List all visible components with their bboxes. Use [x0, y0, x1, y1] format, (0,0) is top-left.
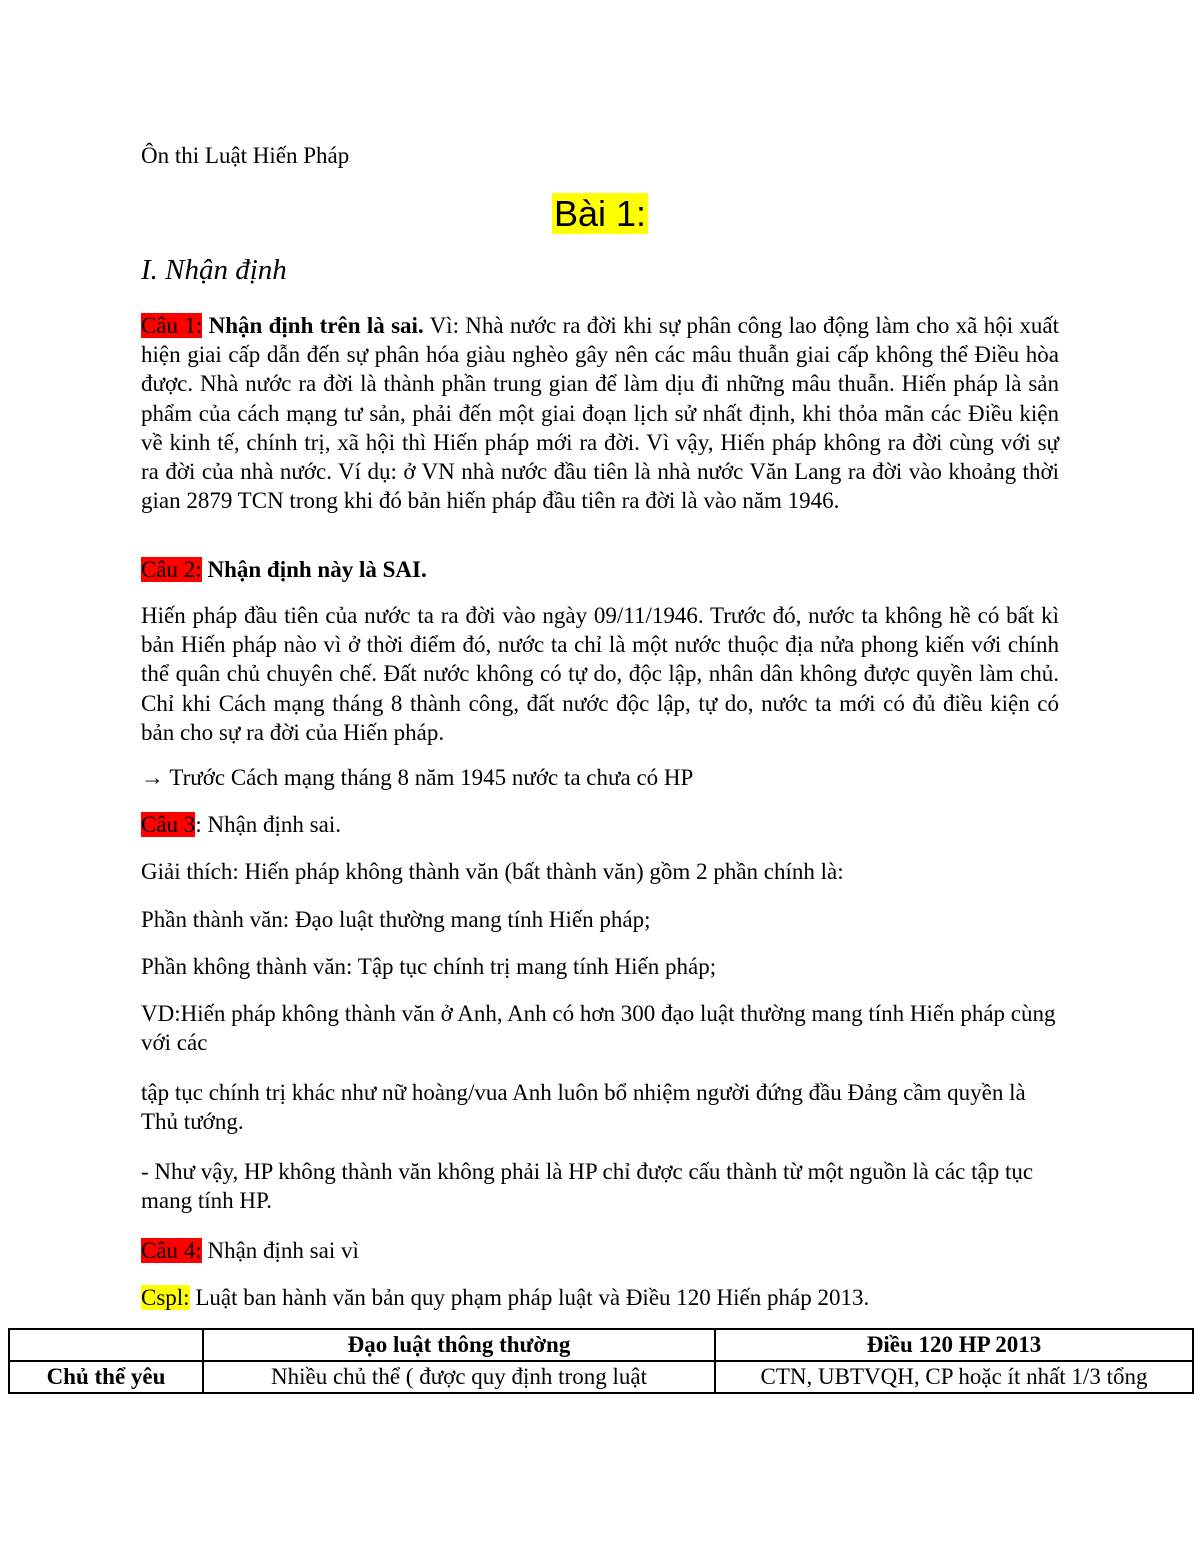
q3-part2: Phần không thành văn: Tập tục chính trị mang tính Hiến pháp; — [141, 954, 717, 979]
table-header-cell: Điều 120 HP 2013 — [715, 1329, 1193, 1361]
q3-label: Câu 3 — [141, 812, 196, 837]
q3-heading — [141, 810, 1059, 839]
q3-verdict: : Nhận định sai. — [195, 812, 341, 837]
section-heading: I. Nhận định — [141, 254, 287, 286]
table-header-cell: Đạo luật thông thường — [203, 1329, 715, 1361]
q1-text: Vì: Nhà nước ra đời khi sự phân công lao động làm cho xã hội xuất hiện giai cấp dẫn đến sự phân hóa giàu nghèo gây nên các mâu thuẫn giai cấp không thể Điều hòa được. Nhà nước ra đời là thành phần trung gian để làm dịu đi những mâu thuẫn. Hiến pháp là sản phẩm của cách mạng tư sản, phải đến một giai đoạn lịch sử nhất định, khi thỏa mãn các Điều kiện về kinh tế, chính trị, xã hội thì Hiến pháp mới ra đời. Vì vậy, Hiến pháp không ra đời cùng với sự ra đời của nhà nước. Ví dụ: ở VN nhà nước đầu tiên là nhà nước Văn Lang ra đời vào khoảng thời gian 2879 TCN trong khi đó bản hiến pháp đầu tiên ra đời là vào năm 1946. — [141, 313, 1059, 514]
q2-paragraph: Hiến pháp đầu tiên của nước ta ra đời vào ngày 09/11/1946. Trước đó, nước ta không hề có bất kì bản Hiến pháp nào vì ở thời điểm đó, nước ta chỉ là một nước thuộc địa nửa phong kiến với chính thể quân chủ chuyên chế. Đất nước không có tự do, độc lập, nhân dân không được quyền làm chủ. Chỉ khi Cách mạng tháng 8 thành công, đất nước độc lập, tự do, nước ta mới có đủ điều kiện có bản cho sự ra đời của Hiến pháp. — [141, 603, 1059, 745]
lesson-heading — [0, 192, 1200, 236]
comparison-table — [8, 1328, 1194, 1394]
q2-conclusion-text: Trước Cách mạng tháng 8 năm 1945 nước ta chưa có HP — [164, 765, 694, 790]
table-cell: Nhiều chủ thể ( được quy định trong luật — [203, 1361, 715, 1393]
q1-verdict: Nhận định trên là sai. — [208, 313, 424, 338]
q3-explain: Giải thích: Hiến pháp không thành văn (bất thành văn) gồm 2 phần chính là: — [141, 859, 844, 884]
q3-example-continued: tập tục chính trị khác như nữ hoàng/vua Anh luôn bổ nhiệm người đứng đầu Đảng cầm quyền là Thủ tướng. — [141, 1080, 1026, 1135]
q4-label: Câu 4: — [141, 1238, 202, 1263]
cspl-label: Cspl: — [141, 1285, 190, 1310]
q2-verdict: Nhận định này là SAI. — [207, 557, 427, 582]
table-cell: Chủ thể yêu — [9, 1361, 203, 1393]
q3-part1: Phần thành văn: Đạo luật thường mang tính Hiến pháp; — [141, 907, 651, 932]
q3-example: VD:Hiến pháp không thành văn ở Anh, Anh có hơn 300 đạo luật thường mang tính Hiến pháp cùng với các — [141, 1001, 1056, 1056]
q4-cspl — [141, 1283, 1059, 1312]
q4-verdict: Nhận định sai vì — [201, 1238, 359, 1263]
q2-conclusion — [141, 763, 1059, 792]
lesson-heading-text: Bài 1: — [553, 193, 647, 234]
q4-heading — [141, 1236, 1059, 1265]
table-cell: CTN, UBTVQH, CP hoặc ít nhất 1/3 tổng — [715, 1361, 1193, 1393]
cspl-text: Luật ban hành văn bản quy phạm pháp luật và Điều 120 Hiến pháp 2013. — [189, 1285, 870, 1310]
arrow-icon: → — [141, 765, 164, 790]
doc-title: Ôn thi Luật Hiến Pháp — [141, 143, 350, 168]
q2-heading — [141, 555, 1059, 584]
table-row — [9, 1361, 1193, 1393]
q1-paragraph — [141, 311, 1059, 515]
q2-label: Câu 2: — [141, 557, 202, 582]
table-header-cell — [9, 1329, 203, 1361]
q3-conclusion: - Như vậy, HP không thành văn không phải là HP chỉ được cấu thành từ một nguồn là các tập tục mang tính HP. — [141, 1159, 1034, 1214]
table-header-row — [9, 1329, 1193, 1361]
q1-label: Câu 1: — [141, 313, 203, 338]
